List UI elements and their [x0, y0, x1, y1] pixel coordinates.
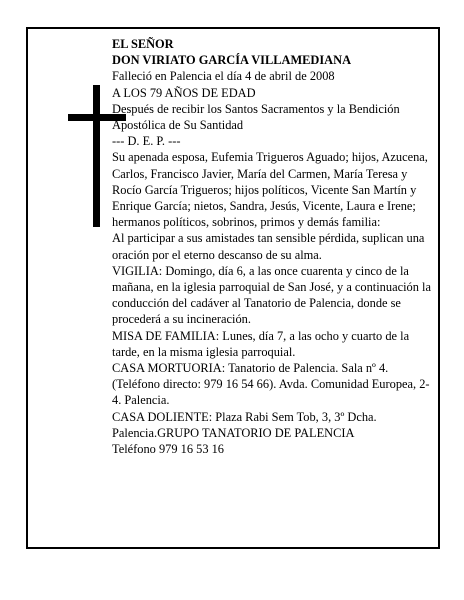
family-mass-paragraph: MISA DE FAMILIA: Lunes, día 7, a las ocho y cuarto de la tarde, en la misma iglesia parroquial.	[112, 328, 410, 359]
rip-line: --- D. E. P. ---	[112, 134, 181, 149]
prayer-request-paragraph: Al participar a sus amistades tan sensible pérdida, suplican una oración por el eterno descanso de su alma.	[112, 231, 425, 262]
cross-vertical-bar	[93, 85, 100, 227]
mortuary-paragraph: CASA MORTUORIA: Tanatorio de Palencia. Sala nº 4. (Teléfono directo: 979 16 54 66). Avda. Comunidad Europea, 2-4. Palencia.	[112, 361, 430, 408]
sacraments-line: Después de recibir los Santos Sacramentos y la Bendición Apostólica de Su Santidad	[112, 101, 400, 133]
vigil-paragraph: VIGILIA: Domingo, día 6, a las once cuarenta y cinco de la mañana, en la iglesia parroquial de San José, y a continuación la conducción del cadáver al Tanatorio de Palencia, donde se procederá a su incineración.	[112, 263, 431, 327]
age-line: A LOS 79 AÑOS DE EDAD	[112, 85, 256, 100]
deceased-name: DON VIRIATO GARCÍA VILLAMEDIANA	[112, 53, 352, 68]
family-paragraph: Su apenada esposa, Eufemia Trigueros Aguado; hijos, Azucena, Carlos, Francisco Javier, María del Carmen, María Teresa y Rocío García Trigueros; hijos políticos, Vicente San Martín y Enrique García; nietos, Sandra, Jesús, Vicente, Laura e Irene; hermanos políticos, sobrinos, primos y demás familia:	[112, 150, 428, 230]
obituary-title: EL SEÑOR	[112, 37, 174, 51]
death-date-line: Falleció en Palencia el día 4 de abril de 2008	[112, 69, 335, 84]
mourning-home-paragraph: CASA DOLIENTE: Plaza Rabi Sem Tob, 3, 3º Dcha. Palencia.GRUPO TANATORIO DE PALENCIA	[112, 409, 377, 440]
phone-line: Teléfono 979 16 53 16	[112, 442, 225, 457]
obituary-text	[112, 36, 434, 457]
